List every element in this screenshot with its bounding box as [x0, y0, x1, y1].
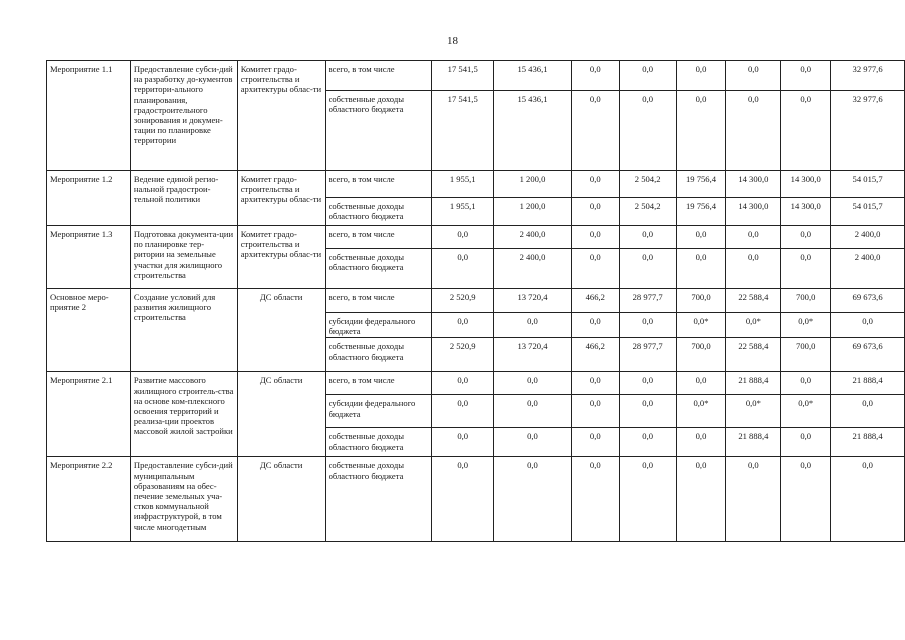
funding-source: собственные доходы областного бюджета — [325, 338, 432, 372]
page-number: 18 — [447, 35, 458, 47]
year-value: 21 888,4 — [726, 372, 781, 395]
year-value: 0,0 — [676, 226, 726, 249]
measure-name: Развитие массового жилищного строитель-ства на основе ком-плексного освоения территорий и реализа-ции проектов массовой жилой застройки — [130, 372, 237, 457]
year-value: 0,0 — [432, 372, 494, 395]
year-value: 1 955,1 — [432, 198, 494, 226]
year-value: 0,0 — [494, 313, 572, 338]
total-value: 21 888,4 — [831, 372, 905, 395]
executor: Комитет градо-строительства и архитектуры облас-ти — [237, 226, 325, 289]
year-value: 0,0* — [726, 395, 781, 428]
year-value: 700,0 — [676, 289, 726, 313]
funding-source: всего, в том числе — [325, 226, 432, 249]
year-value: 0,0* — [781, 395, 831, 428]
year-value: 19 756,4 — [676, 171, 726, 198]
table-row — [47, 289, 905, 313]
year-value: 2 520,9 — [432, 289, 494, 313]
year-value: 0,0 — [676, 428, 726, 457]
year-value: 0,0 — [432, 226, 494, 249]
measure-id: Мероприятие 1.2 — [47, 171, 131, 226]
year-value: 0,0 — [571, 313, 619, 338]
executor: ДС области — [237, 457, 325, 542]
measure-name: Подготовка документа-ции по планировке тер-ритории на земельные участки для жилищного строительства — [130, 226, 237, 289]
year-value: 17 541,5 — [432, 91, 494, 171]
year-value: 0,0 — [619, 372, 676, 395]
year-value: 28 977,7 — [619, 338, 676, 372]
total-value: 54 015,7 — [831, 198, 905, 226]
year-value: 17 541,5 — [432, 61, 494, 91]
funding-source: всего, в том числе — [325, 171, 432, 198]
measure-id: Основное меро-приятие 2 — [47, 289, 131, 372]
year-value: 466,2 — [571, 338, 619, 372]
table-row — [47, 171, 905, 198]
year-value: 0,0 — [619, 457, 676, 542]
funding-source: субсидии федерального бюджета — [325, 313, 432, 338]
year-value: 0,0 — [676, 372, 726, 395]
year-value: 0,0* — [781, 313, 831, 338]
year-value: 0,0* — [726, 313, 781, 338]
year-value: 1 955,1 — [432, 171, 494, 198]
executor: ДС области — [237, 372, 325, 457]
year-value: 28 977,7 — [619, 289, 676, 313]
year-value: 1 200,0 — [494, 198, 572, 226]
year-value: 14 300,0 — [726, 171, 781, 198]
table-row — [47, 61, 905, 91]
year-value: 0,0 — [726, 249, 781, 289]
year-value: 0,0 — [619, 428, 676, 457]
year-value: 0,0 — [619, 395, 676, 428]
year-value: 0,0 — [781, 372, 831, 395]
total-value: 0,0 — [831, 313, 905, 338]
total-value: 32 977,6 — [831, 61, 905, 91]
year-value: 0,0 — [726, 61, 781, 91]
funding-source: всего, в том числе — [325, 289, 432, 313]
funding-source: всего, в том числе — [325, 372, 432, 395]
year-value: 700,0 — [781, 338, 831, 372]
year-value: 19 756,4 — [676, 198, 726, 226]
year-value: 0,0 — [676, 457, 726, 542]
table-row — [47, 226, 905, 249]
year-value: 2 520,9 — [432, 338, 494, 372]
year-value: 0,0 — [571, 171, 619, 198]
year-value: 2 400,0 — [494, 226, 572, 249]
year-value: 0,0 — [619, 313, 676, 338]
measure-name: Предоставление субси-дий на разработку до-кументов территори-ального планирования, градостроительного зонирования и докумен-тации по планировке территории — [130, 61, 237, 171]
year-value: 2 504,2 — [619, 198, 676, 226]
measure-name: Создание условий для развития жилищного строительства — [130, 289, 237, 372]
year-value: 0,0 — [494, 428, 572, 457]
funding-source: собственные доходы областного бюджета — [325, 249, 432, 289]
year-value: 21 888,4 — [726, 428, 781, 457]
table-row — [47, 457, 905, 542]
measure-id: Мероприятие 2.1 — [47, 372, 131, 457]
funding-source: собственные доходы областного бюджета — [325, 457, 432, 542]
year-value: 0,0 — [726, 226, 781, 249]
year-value: 0,0 — [781, 91, 831, 171]
year-value: 0,0 — [571, 372, 619, 395]
year-value: 700,0 — [781, 289, 831, 313]
measure-id: Мероприятие 1.3 — [47, 226, 131, 289]
total-value: 0,0 — [831, 457, 905, 542]
funding-source: собственные доходы областного бюджета — [325, 428, 432, 457]
year-value: 15 436,1 — [494, 61, 572, 91]
year-value: 0,0 — [494, 395, 572, 428]
year-value: 14 300,0 — [726, 198, 781, 226]
year-value: 0,0 — [726, 457, 781, 542]
year-value: 0,0 — [432, 428, 494, 457]
year-value: 2 400,0 — [494, 249, 572, 289]
year-value: 0,0 — [432, 249, 494, 289]
total-value: 0,0 — [831, 395, 905, 428]
funding-source: собственные доходы областного бюджета — [325, 91, 432, 171]
funding-source: всего, в том числе — [325, 61, 432, 91]
year-value: 0,0 — [494, 457, 572, 542]
year-value: 0,0 — [781, 457, 831, 542]
year-value: 1 200,0 — [494, 171, 572, 198]
year-value: 0,0 — [571, 226, 619, 249]
year-value: 0,0 — [781, 249, 831, 289]
year-value: 2 504,2 — [619, 171, 676, 198]
year-value: 0,0 — [619, 226, 676, 249]
total-value: 54 015,7 — [831, 171, 905, 198]
year-value: 700,0 — [676, 338, 726, 372]
year-value: 0,0* — [676, 313, 726, 338]
year-value: 22 588,4 — [726, 338, 781, 372]
year-value: 22 588,4 — [726, 289, 781, 313]
year-value: 0,0 — [676, 249, 726, 289]
measure-name: Предоставление субси-дий муниципальным образованиям на обес-печение земельных уча-стков коммунальной инфраструктурой, в том числе многодетным — [130, 457, 237, 542]
table-row — [47, 372, 905, 395]
executor: Комитет градо-строительства и архитектуры облас-ти — [237, 171, 325, 226]
year-value: 14 300,0 — [781, 198, 831, 226]
year-value: 14 300,0 — [781, 171, 831, 198]
executor: ДС области — [237, 289, 325, 372]
year-value: 0,0 — [432, 457, 494, 542]
year-value: 0,0 — [571, 91, 619, 171]
year-value: 0,0 — [494, 372, 572, 395]
year-value: 0,0 — [432, 313, 494, 338]
year-value: 0,0 — [726, 91, 781, 171]
year-value: 0,0 — [781, 428, 831, 457]
total-value: 2 400,0 — [831, 226, 905, 249]
year-value: 0,0 — [676, 91, 726, 171]
year-value: 466,2 — [571, 289, 619, 313]
measure-id: Мероприятие 1.1 — [47, 61, 131, 171]
year-value: 0,0 — [571, 428, 619, 457]
year-value: 13 720,4 — [494, 338, 572, 372]
budget-table — [46, 60, 905, 542]
total-value: 32 977,6 — [831, 91, 905, 171]
year-value: 0,0 — [571, 395, 619, 428]
year-value: 0,0 — [676, 61, 726, 91]
year-value: 0,0 — [571, 457, 619, 542]
year-value: 0,0 — [571, 198, 619, 226]
total-value: 2 400,0 — [831, 249, 905, 289]
total-value: 21 888,4 — [831, 428, 905, 457]
measure-id: Мероприятие 2.2 — [47, 457, 131, 542]
year-value: 0,0 — [571, 61, 619, 91]
year-value: 0,0* — [676, 395, 726, 428]
year-value: 0,0 — [619, 249, 676, 289]
total-value: 69 673,6 — [831, 338, 905, 372]
year-value: 0,0 — [781, 226, 831, 249]
executor: Комитет градо-строительства и архитектуры облас-ти — [237, 61, 325, 171]
funding-source: собственные доходы областного бюджета — [325, 198, 432, 226]
year-value: 0,0 — [619, 61, 676, 91]
year-value: 0,0 — [432, 395, 494, 428]
measure-name: Ведение единой регио-нальной градострои-тельной политики — [130, 171, 237, 226]
year-value: 0,0 — [571, 249, 619, 289]
total-value: 69 673,6 — [831, 289, 905, 313]
year-value: 15 436,1 — [494, 91, 572, 171]
year-value: 0,0 — [781, 61, 831, 91]
year-value: 13 720,4 — [494, 289, 572, 313]
funding-source: субсидии федерального бюджета — [325, 395, 432, 428]
year-value: 0,0 — [619, 91, 676, 171]
